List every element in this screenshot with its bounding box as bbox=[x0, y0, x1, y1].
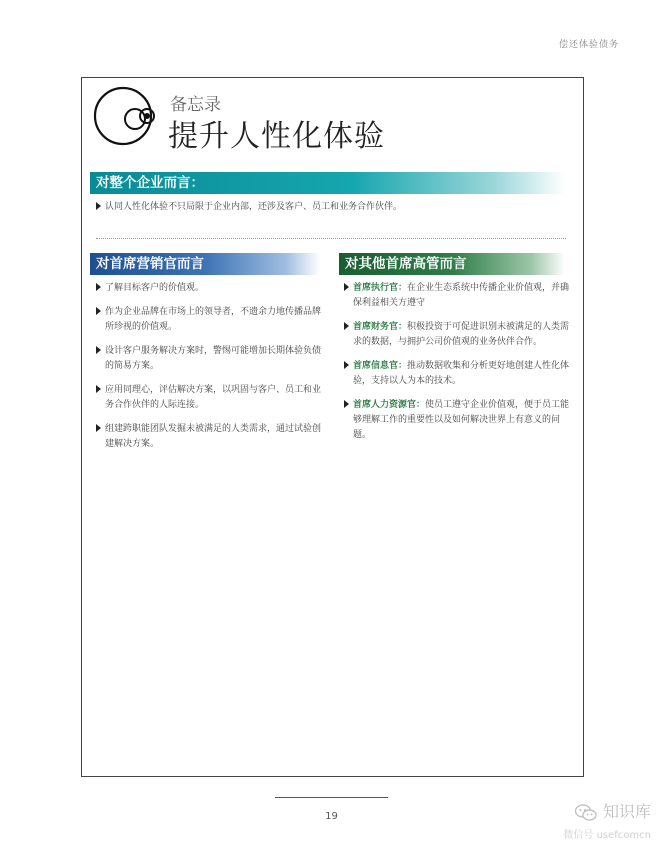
bullet-arrow-icon bbox=[96, 385, 101, 393]
list-item: 作为企业品牌在市场上的领导者，不遗余力地传播品牌所珍视的价值观。 bbox=[96, 305, 324, 335]
bullet-arrow-icon bbox=[344, 361, 349, 369]
divider bbox=[96, 238, 566, 239]
wechat-icon bbox=[575, 804, 597, 822]
memo-logo-icon bbox=[92, 86, 170, 146]
section-heading-whole: 对整个企业而言： bbox=[90, 172, 565, 194]
whole-list bbox=[96, 200, 566, 224]
marketing-list bbox=[96, 281, 324, 461]
executives-list bbox=[344, 281, 570, 452]
list-item: 应用同理心，评估解决方案，以巩固与客户、员工和业务合作伙伴的人际连接。 bbox=[96, 383, 324, 413]
bullet-arrow-icon bbox=[96, 202, 101, 210]
list-item: 认同人性化体验不只局限于企业内部，还涉及客户、员工和业务合作伙伴。 bbox=[96, 200, 566, 215]
section-heading-executives: 对其他首席高管而言 bbox=[339, 253, 565, 275]
list-item: 了解目标客户的价值观。 bbox=[96, 281, 324, 296]
memo-label: 备忘录 bbox=[170, 95, 221, 115]
bullet-arrow-icon bbox=[96, 346, 101, 354]
watermark-name: 知识库 bbox=[602, 802, 651, 821]
role-label: 首席执行官： bbox=[353, 283, 408, 293]
bullet-arrow-icon bbox=[344, 322, 349, 330]
bullet-arrow-icon bbox=[344, 400, 349, 408]
list-item: 首席信息官：推动数据收集和分析更好地创建人性化体验，支持以人为本的技术。 bbox=[344, 359, 570, 389]
watermark-id: 微信号 usefcomcn bbox=[563, 830, 651, 841]
running-header: 偿还体验债务 bbox=[558, 40, 619, 50]
list-item: 首席执行官：在企业生态系统中传播企业价值观，并确保利益相关方遵守 bbox=[344, 281, 570, 311]
list-item: 设计客户服务解决方案时，警惕可能增加长期体验负债的简易方案。 bbox=[96, 344, 324, 374]
bullet-arrow-icon bbox=[96, 307, 101, 315]
role-label: 首席信息官： bbox=[353, 361, 408, 371]
role-label: 首席财务官： bbox=[353, 322, 408, 332]
watermark bbox=[563, 802, 651, 841]
section-heading-marketing: 对首席营销官而言 bbox=[90, 253, 320, 275]
bullet-arrow-icon bbox=[96, 283, 101, 291]
list-item: 首席财务官：积极投资于可促进识别未被满足的人类需求的数据，与拥护公司价值观的业务伙伴合作。 bbox=[344, 320, 570, 350]
role-label: 首席人力资源官： bbox=[353, 400, 426, 410]
memo-title: 提升人性化体验 bbox=[168, 119, 385, 154]
bullet-arrow-icon bbox=[96, 424, 101, 432]
bullet-arrow-icon bbox=[344, 283, 349, 291]
footer-rule bbox=[275, 797, 388, 798]
list-item: 首席人力资源官：使员工遵守企业价值观，便于员工能够理解工作的重要性以及如何解决世界上有意义的问题。 bbox=[344, 398, 570, 443]
page-number: 19 bbox=[325, 811, 338, 822]
list-item: 组建跨职能团队发掘未被满足的人类需求，通过试验创建解决方案。 bbox=[96, 422, 324, 452]
